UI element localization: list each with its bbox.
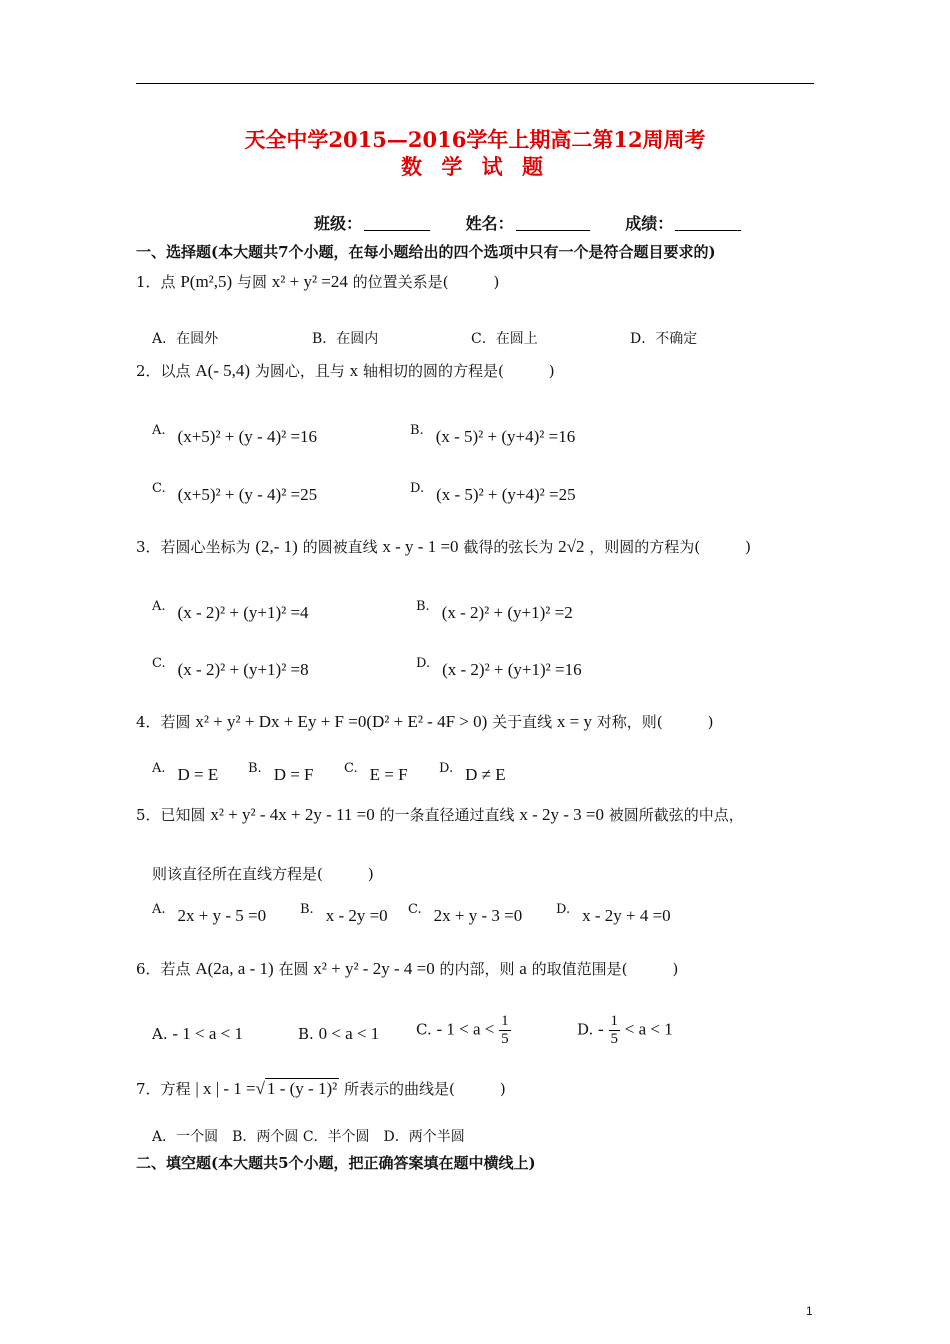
q4-math-circle: x² + y² + Dx + Ey + F =0(D² + E² - 4F > 0) — [195, 712, 488, 731]
q4-math-b: D = F — [273, 765, 314, 784]
q5-option-a[interactable] — [152, 902, 267, 926]
q6-frac-d-den: 5 — [610, 1031, 618, 1047]
q5-option-b[interactable] — [300, 902, 388, 926]
q2-option-a[interactable] — [152, 423, 318, 447]
question-4 — [136, 711, 713, 732]
q3-math-center: (2,- 1) — [255, 537, 298, 556]
q6-math-opt-b: 0 < a < 1 — [318, 1024, 380, 1043]
q6-tail: 的取值范围是( ) — [531, 960, 679, 978]
q2-tail: 轴相切的圆的方程是( ) — [362, 362, 555, 380]
q6-math-point: A(2a, a - 1) — [195, 959, 274, 978]
q6-math-a: a — [519, 959, 527, 978]
q3-label-c: C. — [152, 656, 166, 671]
q1-number: 1．点 — [136, 273, 176, 291]
q1-option-a[interactable]: A．在圆外 — [152, 331, 219, 347]
question-3 — [136, 536, 751, 557]
q1-math-circle: x² + y² =24 — [271, 272, 348, 291]
q6-math-opt-c: - 1 < a < — [436, 1019, 495, 1039]
score-label: 成绩： — [625, 214, 674, 233]
q2-label-b: B. — [410, 423, 424, 438]
q3-option-b[interactable] — [416, 599, 573, 623]
q5-text: 的一条直径通过直线 — [379, 806, 515, 824]
q4-option-a[interactable] — [152, 761, 219, 785]
question-6 — [136, 958, 678, 979]
q4-label-c: C. — [344, 761, 358, 776]
name-label: 姓名： — [465, 214, 514, 233]
q2-option-d[interactable] — [410, 481, 576, 505]
q5-math-c: 2x + y - 3 =0 — [433, 906, 523, 925]
q4-text: 关于直线 — [492, 713, 553, 731]
q6-label-b: B. — [298, 1025, 314, 1043]
q4-option-c[interactable] — [344, 761, 408, 785]
q1-option-b[interactable]: B．在圆内 — [312, 331, 379, 347]
q2-math-axis: x — [349, 361, 359, 380]
q4-option-d[interactable] — [439, 761, 506, 785]
top-rule — [136, 83, 814, 84]
question-7 — [136, 1078, 506, 1099]
q6-math-opt-d-pre: - — [598, 1019, 604, 1039]
section-fill-heading: 二、填空题(本大题共5个小题，把正确答案填在题中横线上) — [136, 1154, 536, 1172]
q2-number: 2．以点 — [136, 362, 191, 380]
q3-label-b: B. — [416, 599, 430, 614]
q4-number: 4．若圆 — [136, 713, 191, 731]
q6-number: 6．若点 — [136, 960, 191, 978]
name-blank[interactable] — [516, 216, 590, 231]
q1-tail: 的位置关系是( ) — [352, 273, 500, 291]
q6-label-a: A. — [152, 1025, 168, 1043]
q7-math-pre: | x | - 1 = — [195, 1079, 256, 1098]
q3-option-c[interactable] — [152, 656, 309, 680]
q3-math-b: (x - 2)² + (y+1)² =2 — [441, 603, 573, 622]
q6-option-c[interactable] — [416, 1013, 511, 1048]
q6-math-opt-a: - 1 < a < 1 — [172, 1024, 244, 1043]
q7-tail: 所表示的曲线是( ) — [344, 1080, 506, 1098]
q5-option-d[interactable] — [556, 902, 671, 926]
q7-math: | x | - 1 =√ 1 - (y - 1)² — [195, 1079, 338, 1098]
q2-label-d: D. — [410, 481, 425, 496]
q2-math-d: (x - 5)² + (y+4)² =25 — [436, 485, 576, 504]
score-blank[interactable] — [675, 216, 741, 231]
q6-text2: 的内部，则 — [439, 960, 515, 978]
q1-math-point: P(m²,5) — [180, 272, 233, 291]
q2-math-b: (x - 5)² + (y+4)² =16 — [435, 427, 576, 446]
q3-label-d: D. — [416, 656, 431, 671]
q7-math-radicand: 1 - (y - 1)² — [266, 1079, 338, 1098]
q4-option-b[interactable] — [248, 761, 314, 785]
q5-math-d: x - 2y + 4 =0 — [582, 906, 671, 925]
q2-label-c: C. — [152, 481, 166, 496]
q2-math-point: A(- 5,4) — [195, 361, 251, 380]
question-1 — [136, 271, 499, 292]
q5-option-c[interactable] — [408, 902, 523, 926]
q5-label-a: A. — [152, 902, 166, 917]
q5-math-b: x - 2y =0 — [325, 906, 388, 925]
q7-options[interactable]: A．一个圆 B．两个圆 C．半个圆 D．两个半圆 — [152, 1129, 465, 1145]
q2-text: 为圆心，且与 — [254, 362, 345, 380]
q5-label-b: B. — [300, 902, 314, 917]
q6-math-opt-d-post: < a < 1 — [624, 1019, 673, 1039]
q4-label-a: A. — [152, 761, 166, 776]
q4-math-c: E = F — [369, 765, 408, 784]
q6-math-circle: x² + y² - 2y - 4 =0 — [313, 959, 435, 978]
q6-option-a[interactable] — [152, 1024, 243, 1044]
q1-text: 与圆 — [236, 273, 267, 291]
q1-option-d[interactable]: D．不确定 — [630, 331, 698, 347]
q3-label-a: A. — [152, 599, 166, 614]
q3-option-d[interactable] — [416, 656, 582, 680]
q2-math-a: (x+5)² + (y - 4)² =16 — [177, 427, 318, 446]
class-blank[interactable] — [364, 216, 430, 231]
q3-math-c: (x - 2)² + (y+1)² =8 — [177, 660, 309, 679]
q2-option-b[interactable] — [410, 423, 576, 447]
q5-math-a: 2x + y - 5 =0 — [177, 906, 267, 925]
q3-text: 的圆被直线 — [302, 538, 378, 556]
q2-label-a: A. — [152, 423, 166, 438]
q3-number: 3．若圆心坐标为 — [136, 538, 251, 556]
exam-subject: 数 学 试 题 — [401, 154, 549, 179]
exam-title: 天全中学2015—2016学年上期高二第12周周考 — [244, 127, 706, 152]
q6-label-c: C. — [416, 1020, 432, 1039]
q6-option-b[interactable] — [298, 1024, 379, 1044]
page-number: 1 — [806, 1304, 813, 1318]
question-2 — [136, 360, 555, 381]
class-label: 班级： — [314, 214, 363, 233]
q4-tail: 对称，则( ) — [596, 713, 714, 731]
student-info-row — [314, 211, 771, 234]
q5-tail: 被圆所截弦的中点， — [608, 806, 744, 824]
q4-math-line: x = y — [556, 712, 592, 731]
q6-option-d[interactable] — [577, 1013, 673, 1048]
q1-option-c[interactable]: C．在圆上 — [471, 331, 538, 347]
q5-line2: 则该直径所在直线方程是( ) — [152, 865, 374, 883]
q4-math-a: D = E — [177, 765, 219, 784]
q6-frac-c-num: 1 — [501, 1013, 509, 1029]
q5-math-circle: x² + y² - 4x + 2y - 11 =0 — [210, 805, 375, 824]
q6-frac-c — [499, 1013, 511, 1048]
q4-label-d: D. — [439, 761, 454, 776]
q6-text: 在圆 — [278, 960, 309, 978]
q3-option-a[interactable] — [152, 599, 309, 623]
q5-number: 5．已知圆 — [136, 806, 206, 824]
section-choice-heading: 一、选择题(本大题共7个小题，在每小题给出的四个选项中只有一个是符合题目要求的) — [136, 243, 716, 261]
q4-label-b: B. — [248, 761, 262, 776]
q6-frac-d-num: 1 — [610, 1013, 618, 1029]
q2-math-c: (x+5)² + (y - 4)² =25 — [177, 485, 318, 504]
q6-frac-c-den: 5 — [501, 1031, 509, 1047]
q6-label-d: D. — [577, 1020, 594, 1039]
q6-frac-d — [609, 1013, 621, 1048]
q3-math-d: (x - 2)² + (y+1)² =16 — [442, 660, 582, 679]
q3-math-line: x - y - 1 =0 — [382, 537, 459, 556]
q7-number: 7．方程 — [136, 1080, 191, 1098]
question-5 — [136, 804, 744, 825]
q2-option-c[interactable] — [152, 481, 318, 505]
q4-math-d: D ≠ E — [465, 765, 506, 784]
q5-label-d: D. — [556, 902, 571, 917]
q3-math-chord: 2√2 — [558, 537, 585, 556]
q5-math-line: x - 2y - 3 =0 — [519, 805, 604, 824]
q3-math-a: (x - 2)² + (y+1)² =4 — [177, 603, 309, 622]
q3-text2: 截得的弦长为 — [463, 538, 554, 556]
q3-tail: ，则圆的方程为( ) — [589, 538, 751, 556]
q5-label-c: C. — [408, 902, 422, 917]
